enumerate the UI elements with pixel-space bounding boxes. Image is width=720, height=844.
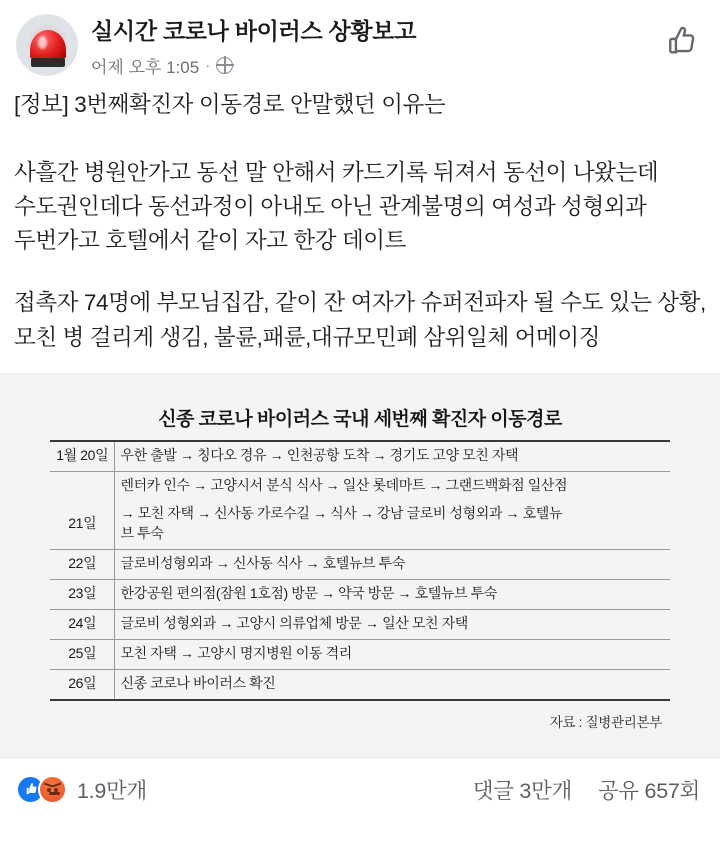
table-row: [50, 639, 670, 669]
route-date: 1월 20일: [50, 441, 114, 471]
route-date: 25일: [50, 639, 114, 669]
route-table: [50, 440, 670, 701]
route-date: 21일: [50, 500, 114, 549]
route-detail: 우한 출발 → 칭다오 경유 → 인천공항 도착 → 경기도 고양 모친 자택: [114, 441, 670, 471]
route-table-card: [50, 396, 670, 737]
route-detail: 모친 자택 → 고양시 명지병원 이동 격리: [114, 639, 670, 669]
route-date: 22일: [50, 550, 114, 580]
siren-base: [31, 58, 65, 67]
post-meta: [91, 53, 658, 78]
table-row: [50, 609, 670, 639]
route-detail: 신종 코로나 바이러스 확진: [114, 669, 670, 699]
share-count[interactable]: 공유 657회: [597, 778, 700, 803]
table-row: [50, 500, 670, 549]
post-paragraph-3: 접촉자 74명에 부모님집감, 같이 잔 여자가 슈퍼전파자 될 수도 있는 상황, 모친 병 걸리게 생김, 불륜,패륜,대규모민폐 삼위일체 어메이징: [14, 290, 706, 350]
post-paragraph-1: [정보] 3번째확진자 이동경로 안말했던 이유는: [14, 91, 446, 117]
post-body: [0, 78, 720, 355]
route-table-title: 신종 코로나 바이러스 국내 세번째 확진자 이동경로: [158, 408, 562, 430]
comment-count[interactable]: 댓글 3만개: [472, 778, 572, 803]
meta-separator: ·: [205, 56, 211, 74]
footer-counts: [473, 774, 704, 805]
post-timestamp[interactable]: 어제 오후 1:05: [91, 57, 200, 77]
post-attachment-image[interactable]: [0, 373, 720, 758]
table-row: [50, 471, 670, 500]
reaction-summary[interactable]: [16, 774, 147, 805]
route-table-source: 자료 : 질병관리본부: [549, 714, 662, 730]
table-row: [50, 550, 670, 580]
table-row: [50, 580, 670, 610]
table-row: [50, 441, 670, 471]
post-header-text: [91, 14, 658, 78]
siren-gloss: [38, 36, 47, 49]
route-detail-line-1: → 모친 자택 → 신사동 가로수길 → 식사 → 강남 글로비 성형외과 → 호텔뉴: [120, 505, 562, 522]
route-detail: 한강공원 편의점(잠원 1호점) 방문 → 약국 방문 → 호텔뉴브 투숙: [114, 580, 670, 610]
thumb-up-outline-icon[interactable]: [666, 24, 700, 58]
post-header: [0, 0, 720, 78]
page-name[interactable]: 실시간 코로나 바이러스 상황보고: [91, 18, 417, 44]
route-detail: 글로비 성형외과 → 고양시 의류업체 방문 → 일산 모친 자택: [114, 609, 670, 639]
route-date: [50, 471, 114, 500]
route-date: 26일: [50, 669, 114, 699]
angry-face-icon: [38, 775, 67, 804]
route-detail: 글로비성형외과 → 신사동 식사 → 호텔뉴브 투숙: [114, 550, 670, 580]
post-footer: [0, 758, 720, 805]
route-detail: 렌터카 인수 → 고양시서 분식 식사 → 일산 롯데마트 → 그랜드백화점 일산점: [114, 471, 670, 500]
route-detail: [114, 500, 670, 549]
route-date: 23일: [50, 580, 114, 610]
post-paragraph-2: 사흘간 병원안가고 동선 말 안해서 카드기록 뒤져서 동선이 나왔는데 수도권인데다 동선과정이 아내도 아닌 관계불명의 여성과 성형외과 두번가고 호텔에서 같이 자고 한강 데이트: [14, 159, 659, 254]
route-detail-line-2: 브 투숙: [120, 525, 164, 542]
avatar[interactable]: [16, 14, 78, 76]
table-row: [50, 669, 670, 699]
reaction-count[interactable]: 1.9만개: [77, 778, 147, 803]
reaction-icons: [16, 775, 67, 804]
route-date: 24일: [50, 609, 114, 639]
globe-icon: [216, 57, 233, 74]
